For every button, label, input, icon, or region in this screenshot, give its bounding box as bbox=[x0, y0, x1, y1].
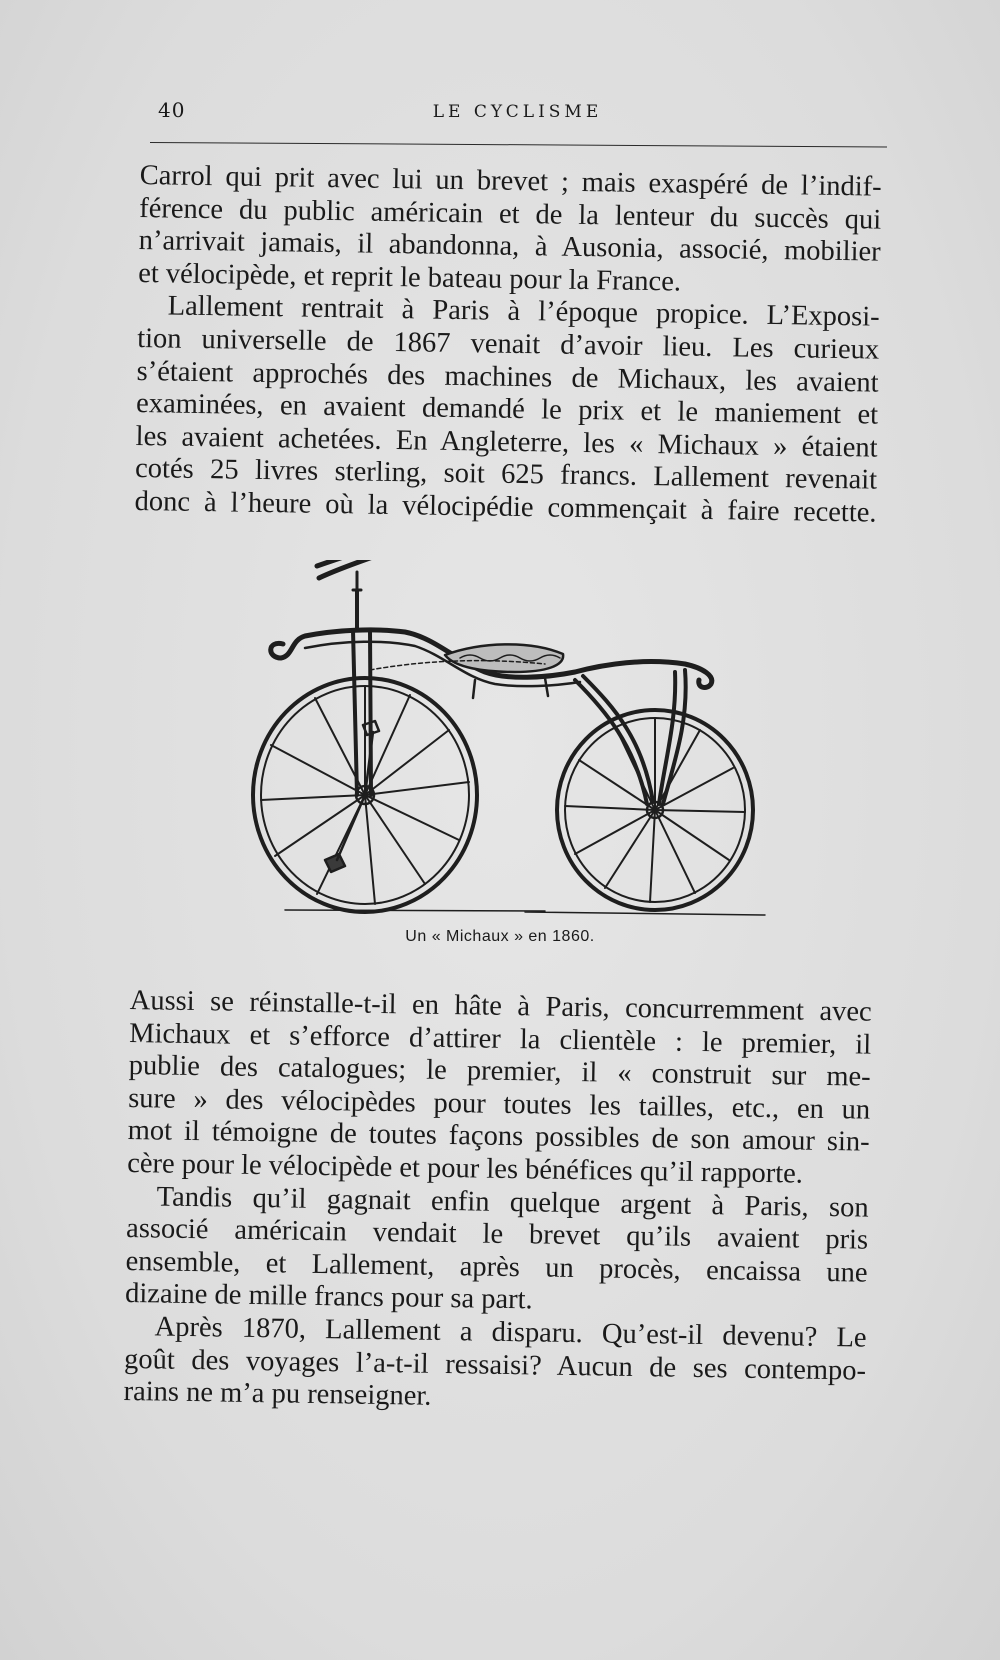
paragraph bbox=[127, 985, 872, 1192]
text-line: Carrol qui prit avec lui un brevet ; mais exaspéré de l’indif- bbox=[139, 160, 882, 203]
text-line: publie des catalogues; le premier, il « construit sur me- bbox=[128, 1050, 871, 1093]
header-rule bbox=[150, 142, 887, 148]
running-head bbox=[150, 98, 885, 128]
text-line: n’arrivait jamais, il abandonna, à Ausonia, associé, mobilier bbox=[138, 225, 881, 268]
text-line: férence du public américain et de la lenteur du succès qui bbox=[139, 192, 882, 236]
paragraph bbox=[138, 160, 882, 302]
text-line: Lallement rentrait à Paris à l’époque propice. L’Exposi- bbox=[167, 290, 880, 334]
rear-stays bbox=[575, 670, 686, 804]
paragraph bbox=[125, 1181, 869, 1323]
text-line: ensemble, et Lallement, après un procès, encaissa une bbox=[125, 1245, 868, 1289]
text-line: examinées, en avaient demandé le prix et le maniement et bbox=[135, 388, 879, 431]
text-line: sure » des vélocipèdes pour toutes les tailles, etc., en un bbox=[127, 1082, 871, 1126]
text-line: et vélocipède, et reprit le bateau pour la France. bbox=[137, 257, 682, 298]
text-line: associé américain vendait le brevet qu’ils avaient pris bbox=[125, 1213, 869, 1256]
body-text-bottom bbox=[123, 985, 872, 1420]
text-line: Michaux et s’efforce d’attirer la clientèle : le premier, il bbox=[129, 1017, 872, 1061]
body-text-top bbox=[134, 160, 882, 530]
velocipede-illustration bbox=[245, 560, 775, 920]
text-line: mot il témoigne de toutes façons possibles de son amour sin- bbox=[127, 1115, 870, 1159]
text-line: s’étaient approchés des machines de Michaux, les avaient bbox=[136, 355, 879, 399]
text-line: rains ne m’a pu renseigner. bbox=[123, 1376, 432, 1412]
text-line: Aussi se réinstalle-t-il en hâte à Paris, concurremment avec bbox=[129, 985, 872, 1028]
text-line: cère pour le vélocipède et pour les bénéfices qu’il rapporte. bbox=[126, 1147, 804, 1190]
text-line: tion universelle de 1867 venait d’avoir lieu. Les curieux bbox=[136, 322, 880, 366]
text-line: donc à l’heure où la vélocipédie commençait à faire recette. bbox=[134, 485, 877, 529]
text-line: goût des voyages l’a-t-il ressaisi? Aucun de ses contempo- bbox=[123, 1343, 867, 1387]
text-line: cotés 25 livres sterling, soit 625 francs. Lallement revenait bbox=[134, 453, 878, 496]
page-number: 40 bbox=[158, 98, 186, 122]
rear-wheel bbox=[557, 710, 753, 910]
text-line: Après 1870, Lallement a disparu. Qu’est-il devenu? Le bbox=[154, 1311, 867, 1354]
paragraph bbox=[123, 1311, 866, 1420]
text-line: dizaine de mille francs pour sa part. bbox=[124, 1278, 533, 1316]
text-line: les avaient achetées. En Angleterre, les « Michaux » étaient bbox=[135, 420, 878, 464]
paragraph bbox=[134, 290, 879, 530]
running-title: LE CYCLISME bbox=[432, 102, 603, 122]
figure-caption: Un « Michaux » en 1860. bbox=[405, 928, 595, 945]
text-line: Tandis qu’il gagnait enfin quelque argent à Paris, son bbox=[156, 1181, 869, 1224]
handlebar bbox=[317, 560, 387, 590]
